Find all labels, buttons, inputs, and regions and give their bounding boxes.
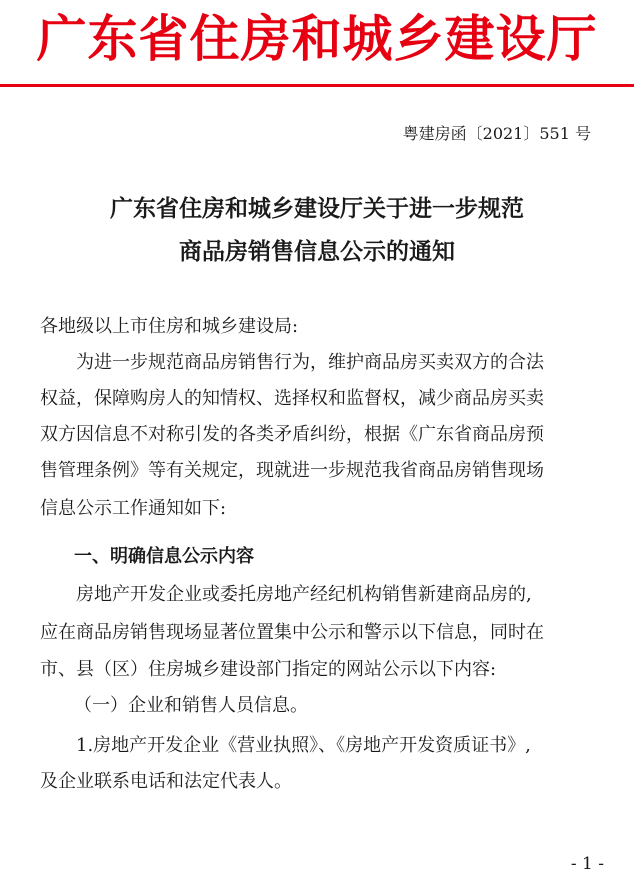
agency-masthead: 广东省住房和城乡建设厅 (36, 9, 598, 68)
paragraph-line: 为进一步规范商品房销售行为，维护商品房买卖双方的合法 (76, 352, 544, 373)
salutation: 各地级以上市住房和城乡建设局: (40, 316, 299, 337)
document-number: 粤建房函〔2021〕551 号 (402, 124, 591, 143)
document-title-line-2: 商品房销售信息公示的通知 (179, 239, 455, 265)
subsection-heading: （一）企业和销售人员信息。 (74, 695, 308, 716)
paragraph-line: 及企业联系电话和法定代表人。 (40, 771, 292, 792)
section-heading: 一、明确信息公示内容 (74, 546, 254, 567)
document-title-line-1: 广东省住房和城乡建设厅关于进一步规范 (110, 196, 524, 222)
paragraph-line: 信息公示工作通知如下: (40, 498, 227, 519)
paragraph-line: 双方因信息不对称引发的各类矛盾纠纷，根据《广东省商品房预 (40, 424, 544, 445)
page-number: - 1 - (570, 854, 604, 874)
paragraph-line: 1.房地产开发企业《营业执照》、《房地产开发资质证书》, (76, 735, 531, 756)
red-divider-line (0, 84, 634, 87)
paragraph-line: 权益，保障购房人的知情权、选择权和监督权，减少商品房买卖 (40, 388, 544, 409)
paragraph-line: 房地产开发企业或委托房地产经纪机构销售新建商品房的, (76, 584, 532, 605)
paragraph-line: 市、县（区）住房城乡建设部门指定的网站公示以下内容: (40, 659, 497, 680)
paragraph-line: 应在商品房销售现场显著位置集中公示和警示以下信息，同时在 (40, 622, 544, 643)
paragraph-line: 售管理条例》等有关规定，现就进一步规范我省商品房销售现场 (40, 460, 544, 481)
